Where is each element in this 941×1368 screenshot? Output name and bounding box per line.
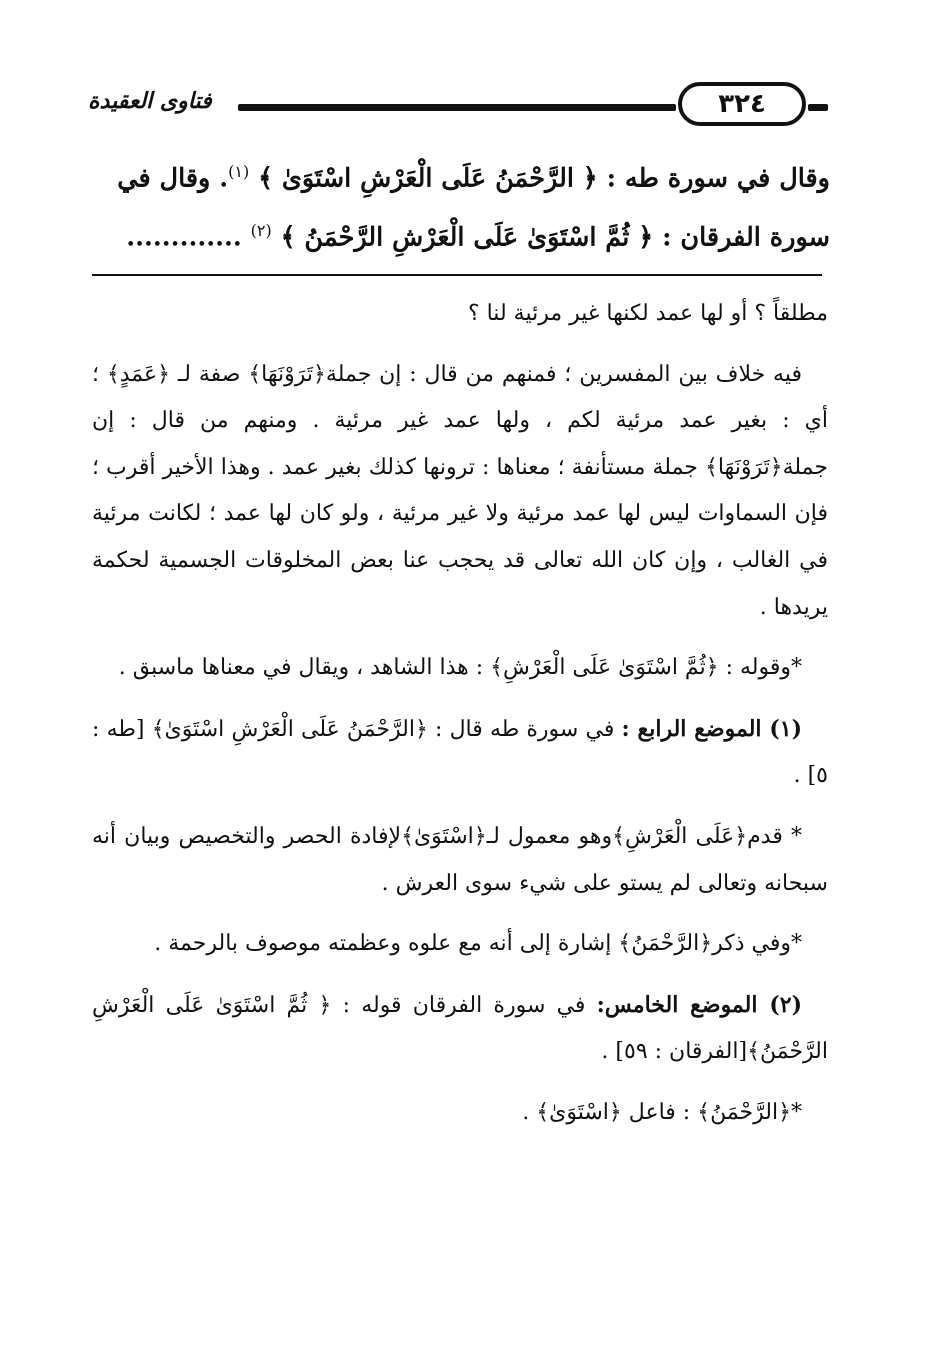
- commentary: [92, 291, 828, 1151]
- verse-intro-1: وقال في سورة طه :: [606, 163, 830, 194]
- verse-dots: .............: [126, 222, 242, 252]
- verses-block: [90, 146, 830, 263]
- header-rule: [238, 104, 676, 111]
- verse-intro-2: سورة الفرقان :: [662, 222, 830, 252]
- footnote-divider: [92, 274, 822, 276]
- footnote-ref-1: (١): [228, 162, 250, 181]
- footnote-1-text: في سورة طه قال : ﴿الرَّحْمَنُ عَلَى الْعَرْشِ اسْتَوَىٰ﴾ [طه : ٥] .: [92, 716, 828, 789]
- commentary-para-8: *﴿الرَّحْمَنُ﴾ : فاعل ﴿اسْتَوَىٰ﴾ .: [522, 1099, 802, 1125]
- footnote-1-label: (١) الموضع الرابع :: [621, 715, 802, 742]
- verse-quote-2: ﴿ ثُمَّ اسْتَوَىٰ عَلَى الْعَرْشِ الرَّحْمَنُ ﴾: [280, 222, 654, 252]
- commentary-para-6: *وفي ذكر﴿الرَّحْمَنُ﴾ إشارة إلى أنه مع علوه وعظمته موصوف بالرحمة .: [154, 931, 802, 957]
- commentary-para-2: فيه خلاف بين المفسرين ؛ فمنهم من قال : إن جملة﴿تَرَوْنَهَا﴾ صفة لـ ﴿عَمَدٍ﴾ ؛ أي : بغير عمد مرئية لكم ، ولها عمد غير مرئية . ومنهم من قال : إن جملة﴿تَرَوْنَهَا﴾ جملة مستأنفة ؛ معناها : ترونها كذلك بغير عمد . وهذا الأخير أقرب ؛ فإن السماوات ليس لها عمد مرئية ولا غير مرئية ، ولو كان لها عمد ؛ لكانت مرئية في الغالب ، وإن كان الله تعالى قد يحجب عنا بعض المخلوقات الجسمية لحكمة يريدها .: [92, 361, 828, 620]
- book-title: فتاوى العقيدة: [88, 88, 212, 114]
- header-rule-end: [808, 104, 828, 111]
- footnote-1: [92, 706, 828, 800]
- footnote-2-label: (٢) الموضع الخامس:: [596, 991, 802, 1018]
- page-number: ٣٢٤: [678, 82, 806, 126]
- verse-line-1: [90, 146, 830, 205]
- verse-intro-1b: . وقال في: [117, 163, 229, 194]
- page-header: [88, 82, 828, 132]
- verse-quote-1: ﴿ الرَّحْمَنُ عَلَى الْعَرْشِ اسْتَوَىٰ ﴾: [258, 163, 598, 194]
- commentary-para-5: * قدم﴿عَلَى الْعَرْشِ﴾وهو معمول لـ﴿اسْتَوَىٰ﴾لإفادة الحصر والتخصيص وبيان أنه سبحانه وتعالى لم يستو على شيء سوى العرش .: [92, 823, 828, 896]
- commentary-para-1: مطلقاً ؟ أو لها عمد لكنها غير مرئية لنا ؟: [467, 301, 828, 326]
- footnote-ref-2: (٢): [250, 220, 272, 240]
- verse-line-2: [90, 205, 830, 264]
- footnote-2: [92, 982, 828, 1076]
- commentary-para-3: *وقوله : ﴿ثُمَّ اسْتَوَىٰ عَلَى الْعَرْشِ﴾ : هذا الشاهد ، ويقال في معناها ماسبق .: [118, 655, 802, 681]
- footnote-2-text: في سورة الفرقان قوله : ﴿ ثُمَّ اسْتَوَىٰ عَلَى الْعَرْشِ الرَّحْمَنُ﴾[الفرقان : ٥٩] .: [92, 992, 828, 1065]
